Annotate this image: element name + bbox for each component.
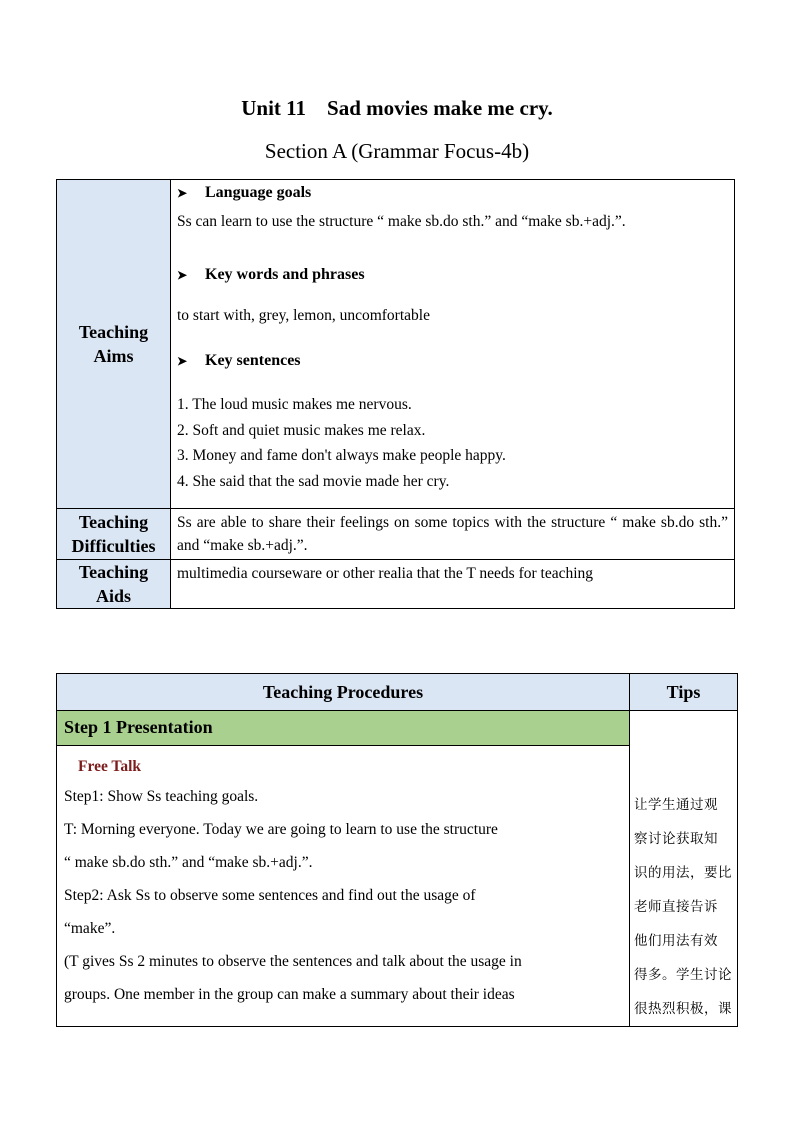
arrow-bullet-icon: ➤ <box>177 353 188 368</box>
language-goals-heading: ➤ Language goals <box>177 184 312 201</box>
list-item: 3. Money and fame don't always make people happy. <box>177 447 506 465</box>
page-title: Unit 11 Sad movies make me cry. <box>241 96 553 120</box>
procedures-content <box>57 745 630 1026</box>
teaching-aims-content <box>171 180 735 509</box>
key-sentences-heading: ➤ Key sentences <box>177 352 301 369</box>
arrow-bullet-icon: ➤ <box>177 267 188 282</box>
procedure-line: T: Morning everyone. Today we are going to learn to use the structure <box>64 820 498 838</box>
list-item: 4. She said that the sad movie made her cry. <box>177 472 450 490</box>
teaching-aids-label: Teaching Aids <box>57 560 171 609</box>
procedure-line: “make”. <box>64 919 116 937</box>
page-subtitle: Section A (Grammar Focus-4b) <box>264 139 530 163</box>
arrow-bullet-icon: ➤ <box>177 185 188 200</box>
language-goals-text: Ss can learn to use the structure “ make sb.do sth.” and “make sb.+adj.”. <box>177 213 626 230</box>
tips-header: Tips <box>630 674 738 711</box>
procedure-line: Step1: Show Ss teaching goals. <box>64 787 259 805</box>
procedures-header: Teaching Procedures <box>57 674 630 711</box>
key-words-heading: ➤ Key words and phrases <box>177 266 365 283</box>
list-item: 1. The loud music makes me nervous. <box>177 396 412 413</box>
free-talk-heading: Free Talk <box>78 757 142 775</box>
tips-content: 让学生通过观 察讨论获取知 识的用法，要比 老师直接告诉 他们用法有效 得多。学生讨论 很热烈积极，课 <box>630 711 738 1027</box>
procedure-line: “ make sb.do sth.” and “make sb.+adj.”. <box>64 853 313 871</box>
key-sentences-list <box>177 392 728 494</box>
procedure-line: Step2: Ask Ss to observe some sentences and find out the usage of <box>64 886 476 904</box>
teaching-procedures-table <box>56 673 738 1027</box>
teaching-aids-text: multimedia courseware or other realia that the T needs for teaching <box>171 560 735 609</box>
teaching-difficulties-text: Ss are able to share their feelings on some topics with the structure “ make sb.do sth.” and “make sb.+adj.”. <box>171 509 735 560</box>
teaching-aims-label: Teaching Aims <box>57 180 171 509</box>
teaching-aims-table <box>56 179 735 609</box>
teaching-difficulties-label: Teaching Difficulties <box>57 509 171 560</box>
procedure-line: (T gives Ss 2 minutes to observe the sentences and talk about the usage in <box>64 952 522 970</box>
list-item: 2. Soft and quiet music makes me relax. <box>177 421 426 439</box>
procedure-line: groups. One member in the group can make a summary about their ideas <box>64 985 515 1003</box>
key-words-text: to start with, grey, lemon, uncomfortable <box>177 307 430 324</box>
step-title: Step 1 Presentation <box>57 711 630 746</box>
